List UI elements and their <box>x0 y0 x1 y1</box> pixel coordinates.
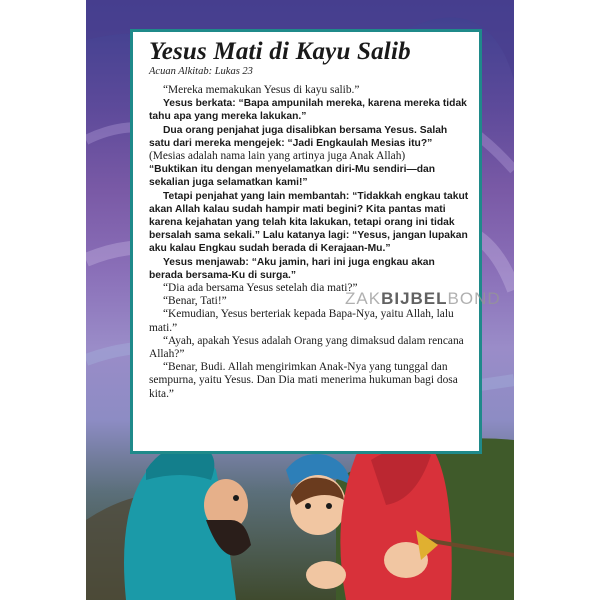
story-paragraph: “Dia ada bersama Yesus setelah dia mati?” <box>163 282 358 295</box>
story-paragraph: “Ayah, apakah Yesus adalah Orang yang dimaksud dalam rencana Allah?” <box>149 334 464 361</box>
story-paragraph: “Benar, Tati!” <box>163 295 227 308</box>
story-paragraph: Yesus berkata: “Bapa ampunilah mereka, karena mereka tidak tahu apa yang mereka lakukan.” <box>149 98 467 123</box>
story-paragraph: Tetapi penjahat yang lain membantah: “Tidakkah engkau takut akan Allah kalau sudah hampir mati begini? Kita pantas mati karena kejahatan yang telah kita lakukan, tetapi orang ini tidak bersalah sama sekali.” Lalu katanya lagi: “Yesus, jangan lupakan aku kalau Engkau sudah berada di Kerajaan-Mu.” <box>149 190 469 255</box>
story-paragraphs <box>149 84 469 401</box>
story-paragraph: Dua orang penjahat juga disalibkan bersama Yesus. Salah satu dari mereka mengejek: “Jadi Engkaulah Mesias itu?” <box>149 124 448 149</box>
story-paragraph: (Mesias adalah nama lain yang artinya juga Anak Allah) <box>149 150 406 163</box>
page-title: Yesus Mati di Kayu Salib <box>149 38 411 65</box>
story-paragraph: Yesus menjawab: “Aku jamin, hari ini juga engkau akan berada bersama-Ku di surga.” <box>149 256 435 281</box>
bible-reference: Acuan Alkitab: Lukas 23 <box>149 66 253 77</box>
story-paragraph: “Kemudian, Yesus berteriak kepada Bapa-Nya, yaitu Allah, lalu mati.” <box>149 308 454 334</box>
story-paragraph: “Benar, Budi. Allah mengirimkan Anak-Nya yang tunggal dan sempurna, yaitu Yesus. Dan Dia mati menerima hukuman bagi dosa kita.” <box>149 361 458 400</box>
story-text-panel <box>130 29 482 454</box>
watermark: ZAKBIJBELBOND <box>345 289 501 308</box>
story-paragraph: “Buktikan itu dengan menyelamatkan diri-Mu sendiri—dan sekalian juga selamatkan kami!” <box>149 164 436 189</box>
story-paragraph: “Mereka memakukan Yesus di kayu salib.” <box>163 84 360 96</box>
